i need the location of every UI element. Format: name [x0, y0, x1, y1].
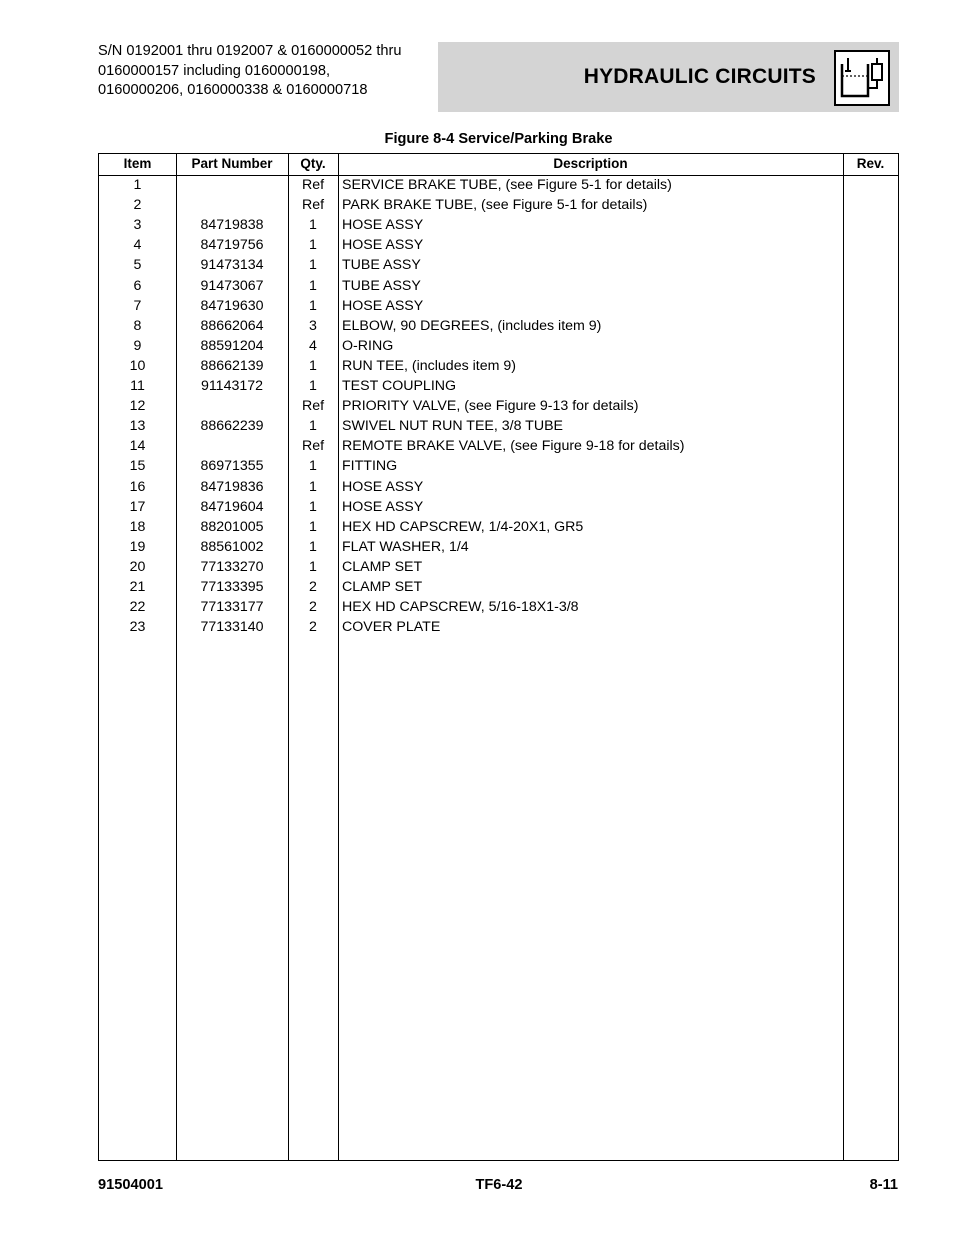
table-row	[99, 356, 898, 376]
cell-qty: 2	[309, 579, 317, 595]
cell-item: 18	[129, 518, 146, 535]
cell-item: 7	[133, 297, 142, 314]
cell-part-number: 88591204	[200, 337, 264, 354]
cell-qty: 4	[309, 337, 317, 354]
cell-item: 12	[129, 398, 146, 415]
cell-qty: 1	[309, 237, 317, 254]
cell-qty: 1	[309, 458, 317, 475]
cell-part-number: 86971355	[200, 458, 264, 475]
table-row	[99, 255, 898, 275]
cell-item: 2	[133, 197, 142, 214]
cell-qty: Ref	[301, 438, 325, 455]
cell-part-number: 88561002	[200, 538, 264, 555]
table-row	[99, 456, 898, 476]
cell-item: 22	[129, 599, 146, 616]
column-header-qty: Qty.	[300, 156, 326, 171]
table-row	[99, 416, 898, 436]
cell-item: 8	[133, 317, 142, 334]
cell-description: CLAMP SET	[342, 579, 423, 595]
cell-qty: 2	[309, 599, 317, 616]
cell-description: HOSE ASSY	[342, 498, 424, 515]
cell-qty: 3	[309, 317, 317, 334]
cell-description: HOSE ASSY	[342, 237, 424, 254]
cell-description: REMOTE BRAKE VALVE, (see Figure 9-18 for details)	[342, 438, 685, 455]
cell-description: O-RING	[342, 337, 394, 354]
cell-part-number: 77133140	[200, 619, 264, 636]
cell-item: 17	[129, 498, 146, 515]
table-row	[99, 276, 898, 296]
figure-title: Figure 8-4 Service/Parking Brake	[384, 131, 613, 147]
cell-part-number: 88662139	[200, 357, 264, 374]
cell-description: HOSE ASSY	[342, 478, 424, 495]
cell-qty: 1	[309, 498, 317, 515]
cell-description: TUBE ASSY	[342, 257, 421, 274]
table-row	[99, 537, 898, 557]
cell-item: 20	[129, 558, 146, 575]
cell-description: HOSE ASSY	[342, 217, 424, 234]
table-row	[99, 396, 898, 416]
cell-qty: 1	[309, 478, 317, 495]
cell-part-number: 84719838	[200, 217, 264, 234]
doc-number: 91504001	[98, 1177, 163, 1193]
table-row	[99, 557, 898, 577]
cell-part-number: 88201005	[200, 518, 264, 535]
hydraulic-reservoir-icon	[834, 50, 890, 106]
cell-description: PRIORITY VALVE, (see Figure 9-13 for details)	[342, 398, 639, 415]
table-row	[99, 436, 898, 456]
cell-description: FLAT WASHER, 1/4	[342, 538, 469, 555]
cell-qty: 1	[309, 558, 317, 575]
table-row	[99, 316, 898, 336]
cell-qty: 1	[309, 257, 317, 274]
cell-description: TEST COUPLING	[342, 378, 457, 394]
table-row	[99, 235, 898, 255]
table-row	[99, 597, 898, 617]
parts-table	[98, 153, 899, 1161]
cell-item: 21	[129, 579, 146, 595]
cell-part-number: 77133177	[200, 599, 264, 616]
cell-qty: 1	[309, 378, 317, 394]
serial-number-range: S/N 0192001 thru 0192007 & 0160000052 thru 0160000157 including 0160000198, 0160000206, 0160000338 & 0160000718	[98, 43, 402, 98]
cell-item: 4	[133, 237, 142, 254]
cell-qty: Ref	[301, 197, 325, 214]
cell-item: 13	[129, 418, 146, 435]
cell-description: PARK BRAKE TUBE, (see Figure 5-1 for details)	[342, 197, 648, 214]
cell-item: 16	[129, 478, 146, 495]
cell-qty: Ref	[301, 177, 325, 193]
section-header-band	[438, 42, 899, 112]
table-row	[99, 195, 898, 215]
table-row	[99, 296, 898, 316]
cell-description: HEX HD CAPSCREW, 1/4-20X1, GR5	[342, 518, 584, 535]
cell-item: 15	[129, 458, 146, 475]
column-header-part-number: Part Number	[191, 156, 273, 171]
table-row	[99, 215, 898, 235]
cell-item: 3	[133, 217, 142, 234]
cell-description: SWIVEL NUT RUN TEE, 3/8 TUBE	[342, 418, 564, 435]
model-number: TF6-42	[475, 1177, 523, 1193]
cell-qty: 1	[309, 297, 317, 314]
cell-description: SERVICE BRAKE TUBE, (see Figure 5-1 for details)	[342, 177, 672, 193]
cell-part-number: 91143172	[200, 378, 264, 394]
table-row	[99, 617, 898, 637]
column-header-item: Item	[123, 156, 152, 171]
cell-part-number: 77133270	[200, 558, 264, 575]
cell-qty: 1	[309, 418, 317, 435]
cell-description: FITTING	[342, 458, 398, 475]
cell-part-number: 91473134	[200, 257, 264, 274]
cell-item: 11	[130, 378, 145, 394]
section-title: HYDRAULIC CIRCUITS	[583, 65, 816, 88]
table-row	[99, 577, 898, 597]
cell-item: 19	[129, 538, 146, 555]
table-row	[99, 175, 898, 195]
table-row	[99, 376, 898, 396]
cell-description: TUBE ASSY	[342, 277, 421, 294]
cell-item: 10	[129, 357, 146, 374]
table-row	[99, 477, 898, 497]
cell-description: COVER PLATE	[342, 619, 441, 636]
cell-item: 6	[133, 277, 142, 294]
cell-item: 14	[129, 438, 146, 455]
cell-part-number: 84719836	[200, 478, 264, 495]
cell-qty: 1	[309, 217, 317, 234]
cell-item: 9	[133, 337, 142, 354]
cell-part-number: 84719756	[200, 237, 264, 254]
table-row	[99, 517, 898, 537]
cell-part-number: 84719604	[200, 498, 264, 515]
table-row	[99, 336, 898, 356]
cell-part-number: 77133395	[200, 579, 264, 595]
cell-description: HOSE ASSY	[342, 297, 424, 314]
cell-qty: 2	[309, 619, 317, 636]
page-number: 8-11	[869, 1177, 898, 1193]
cell-item: 5	[133, 257, 142, 274]
cell-part-number: 88662239	[200, 418, 264, 435]
cell-description: CLAMP SET	[342, 558, 423, 575]
cell-description: RUN TEE, (includes item 9)	[342, 357, 516, 374]
cell-qty: 1	[309, 518, 317, 535]
cell-part-number: 91473067	[200, 277, 264, 294]
cell-part-number: 84719630	[200, 297, 264, 314]
cell-description: HEX HD CAPSCREW, 5/16-18X1-3/8	[342, 599, 579, 616]
cell-qty: Ref	[301, 398, 325, 415]
cell-item: 23	[129, 619, 146, 636]
cell-qty: 1	[309, 357, 317, 374]
cell-item: 1	[133, 177, 142, 193]
cell-part-number: 88662064	[200, 317, 264, 334]
cell-qty: 1	[309, 538, 317, 555]
column-header-rev: Rev.	[856, 156, 885, 171]
column-header-description: Description	[553, 156, 628, 171]
cell-qty: 1	[309, 277, 317, 294]
cell-description: ELBOW, 90 DEGREES, (includes item 9)	[342, 317, 602, 334]
table-row	[99, 497, 898, 517]
